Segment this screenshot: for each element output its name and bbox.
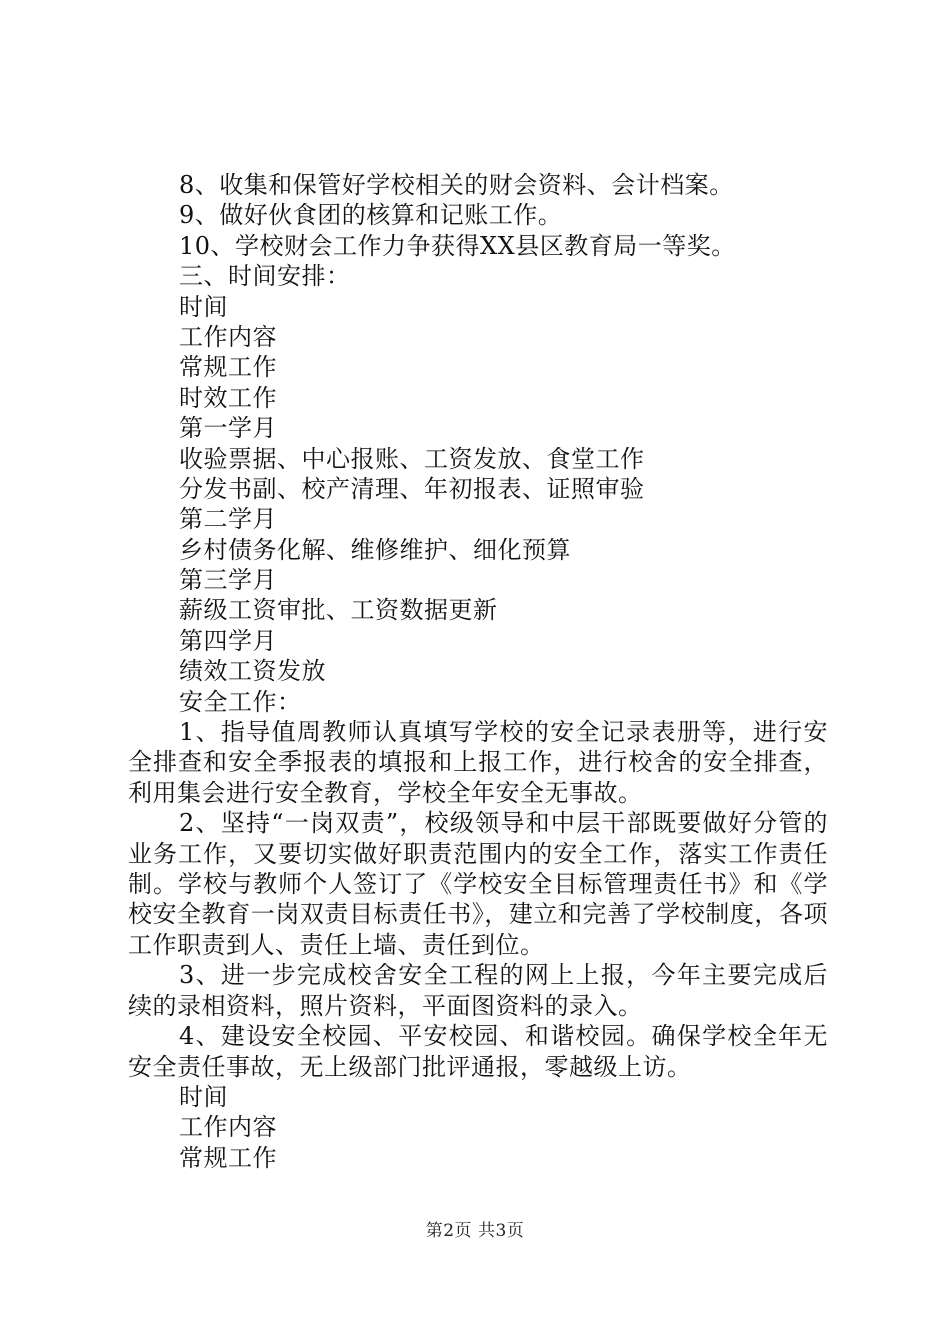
section-heading: 三、时间安排： <box>179 262 351 291</box>
table-cell-text: 时间 <box>179 292 228 321</box>
paragraph: 4、建设安全校园、平安校园、和谐校园。确保学校全年无安全责任事故，无上级部门批评通报，零越级上访。 <box>128 1022 828 1081</box>
table-cell-text: 薪级工资审批、工资数据更新 <box>179 596 498 625</box>
page-number: 第2页 共3页 <box>425 1221 525 1241</box>
table-cell-text: 分发书副、校产清理、年初报表、证照审验 <box>179 474 645 503</box>
table-cell-text: 第一学月 <box>179 414 277 443</box>
table-cell-text: 常规工作 <box>179 1143 277 1172</box>
subsection-heading: 安全工作： <box>179 687 302 716</box>
table-cell-text: 绩效工资发放 <box>179 657 326 686</box>
table-cell-text: 工作内容 <box>179 1113 277 1142</box>
text-line: 9、做好伙食团的核算和记账工作。 <box>179 201 563 230</box>
table-cell-text: 第三学月 <box>179 566 277 595</box>
table-cell-text: 收验票据、中心报账、工资发放、食堂工作 <box>179 444 645 473</box>
table-cell-text: 时效工作 <box>179 383 277 412</box>
paragraph: 2、坚持“一岗双责”，校级领导和中层干部既要做好分管的业务工作，又要切实做好职责范围内的安全工作，落实工作责任制。学校与教师个人签订了《学校安全目标管理责任书》和《学校安全教育一岗双责目标责任书》，建立和完善了学校制度，各项工作职责到人、责任上墙、责任到位。 <box>128 809 828 959</box>
table-cell-text: 第二学月 <box>179 505 277 534</box>
text-line: 8、收集和保管好学校相关的财会资料、会计档案。 <box>179 171 734 199</box>
table-cell-text: 工作内容 <box>179 322 277 351</box>
text-line: 10、学校财会工作力争获得XX县区教育局一等奖。 <box>179 231 736 260</box>
table-cell-text: 时间 <box>179 1082 228 1111</box>
paragraph: 1、指导值周教师认真填写学校的安全记录表册等，进行安全排查和安全季报表的填报和上报工作，进行校舍的安全排查，利用集会进行安全教育，学校全年安全无事故。 <box>128 718 828 807</box>
table-cell-text: 乡村债务化解、维修维护、细化预算 <box>179 535 571 564</box>
table-cell-text: 第四学月 <box>179 626 277 655</box>
paragraph: 3、进一步完成校舍安全工程的网上上报，今年主要完成后续的录相资料，照片资料，平面图资料的录入。 <box>128 961 828 1020</box>
document-body <box>128 170 828 1173</box>
table-cell-text: 常规工作 <box>179 353 277 382</box>
